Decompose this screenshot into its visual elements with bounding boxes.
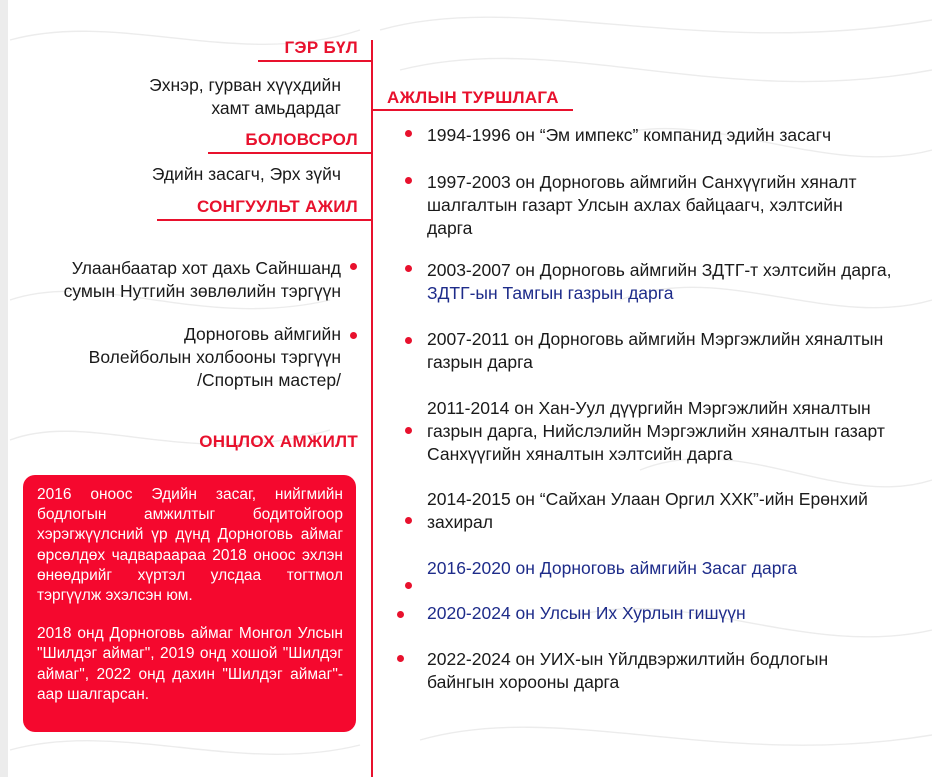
experience-item: 2020-2024 он Улсын Их Хурлын гишүүн (427, 603, 746, 623)
achievement-paragraph: 2016 оноос Эдийн засаг, нийгмийн бодлогын амжилтыг бодитойгоор хэрэгжүүлсний үр дүнд Дорноговь аймаг өрсөлдөх чадвараараа 2018 оноос эхлэн өнөөдрийг хүртэл улсдаа тогтмол тэргүүлж эхэлсэн юм. (37, 486, 343, 605)
education-text: Эдийн засагч, Эрх зүйч (151, 164, 341, 184)
experience-item: 1994-1996 он “Эм импекс” компанид эдийн засагч (427, 125, 832, 145)
bullet-dot (405, 130, 412, 137)
achievement-box (23, 475, 356, 732)
bullet-dot (405, 517, 412, 524)
timeline-vertical-line (371, 40, 373, 777)
left-edge-strip (0, 0, 8, 777)
bullet-dot (405, 427, 412, 434)
bullet-dot (397, 655, 404, 662)
bullet-dot (405, 582, 412, 589)
experience-item: 2022-2024 он УИХ-ын Үйлдвэржилтийн бодлогын байнгын хорооны дарга (427, 649, 829, 692)
bullet-dot (397, 611, 404, 618)
experience-heading: АЖЛЫН ТУРШЛАГА (387, 88, 559, 107)
elected-underline (157, 219, 373, 221)
experience-item: 2016-2020 он Дорноговь аймгийн Засаг дарга (427, 558, 798, 578)
family-underline (258, 60, 373, 62)
family-heading: ГЭР БҮЛ (284, 38, 358, 57)
experience-item: 2011-2014 он Хан-Уул дүүргийн Мэргэжлийн хяналтын газрын дарга, Нийслэлийн Мэргэжлийн хяналтын газарт Санхүүгийн хяналтын хэлтсийн дарга (427, 398, 885, 464)
experience-underline (373, 109, 573, 111)
elected-item: Дорноговь аймгийн Волейболын холбооны тэргүүн /Спортын мастер/ (88, 324, 341, 390)
achievement-paragraph: 2018 онд Дорноговь аймаг Монгол Улсын "Шилдэг аймаг", 2019 онд хошой "Шилдэг аймаг", 2022 онд дахин "Шилдэг аймаг"-аар шалгарсан. (37, 625, 343, 703)
experience-item: 2014-2015 он “Сайхан Улаан Оргил ХХК”-ийн Ерөнхий захирал (427, 489, 868, 532)
education-underline (208, 152, 373, 154)
family-text: Эхнэр, гурван хүүхдийн хамт амьдардаг (149, 75, 341, 118)
elected-item: Улаанбаатар хот дахь Сайншанд сумын Нутгийн зөвлөлийн тэргүүн (63, 258, 341, 301)
achievement-heading: ОНЦЛОХ АМЖИЛТ (199, 432, 358, 451)
bullet-dot (405, 265, 412, 272)
elected-heading: СОНГУУЛЬТ АЖИЛ (196, 197, 358, 216)
bullet-dot (405, 337, 412, 344)
bullet-dot (350, 263, 357, 270)
education-heading: БОЛОВСРОЛ (245, 130, 358, 149)
bullet-dot (405, 177, 412, 184)
experience-item: 1997-2003 он Дорноговь аймгийн Санхүүгийн хяналт шалгалтын газарт Улсын ахлах байцаагч, хэлтсийн дарга (427, 172, 857, 238)
bullet-dot (350, 332, 357, 339)
experience-item: 2003-2007 он Дорноговь аймгийн ЗДТГ-т хэлтсийн дарга, ЗДТГ-ын Тамгын газрын дарга (427, 260, 892, 303)
experience-item: 2007-2011 он Дорноговь аймгийн Мэргэжлийн хяналтын газрын дарга (427, 329, 884, 372)
